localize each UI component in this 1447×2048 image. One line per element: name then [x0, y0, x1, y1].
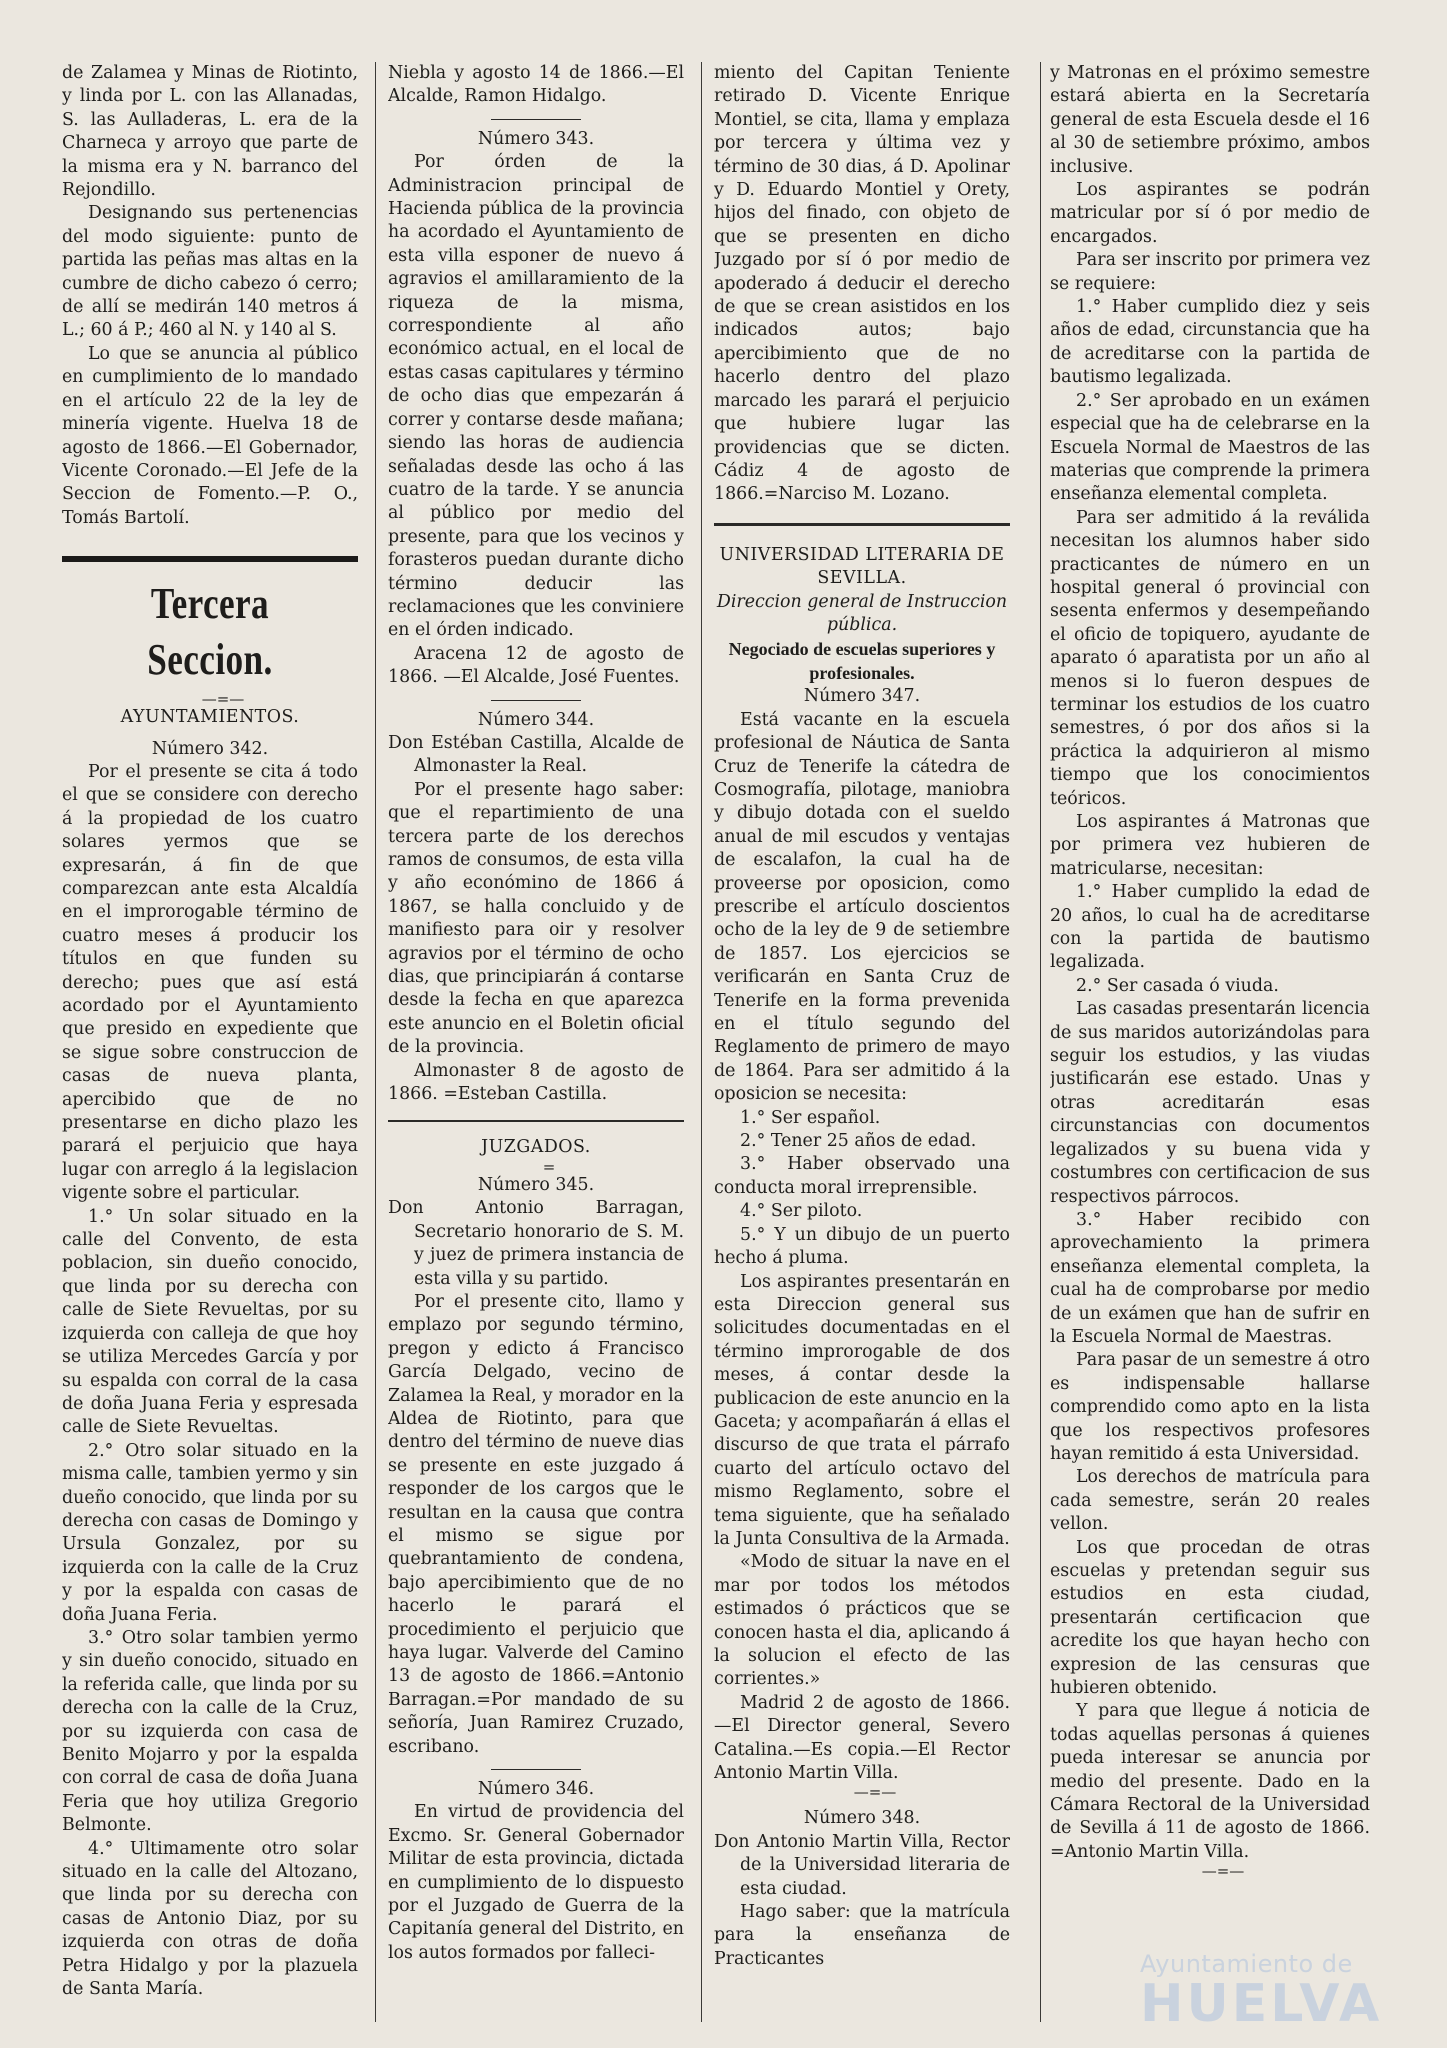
paragraph: 4.° Ultimamente otro solar situado en la calle del Altozano, que linda por su derecha con casas de Antonio Diaz, por su izquierda con otras de doña Petra Hidalgo y por la plazuela de Santa María. [62, 1838, 358, 2000]
section-title: SEVILLA. [817, 568, 907, 589]
paragraph: Las casadas presentarán licencia de sus maridos autorizándolas para seguir los estudios, y las viudas justificarán ese estado. Unas y otras acreditarán esas circunstancias con documentos legalizados y su buena vida y costumbres con certificacion de sus respectivos párrocos. [1050, 999, 1370, 1207]
watermark-line-2: HUELVA [1140, 1974, 1383, 2034]
paragraph: 3.° Haber recibido con aprovechamiento la primera enseñanza elemental completa, la cual ha de comprobarse por medio de un exámen que han de sufrir en la Escuela Normal de Maestras. [1050, 1209, 1370, 1347]
column-2 [388, 62, 684, 1965]
ornament-dash: —=— [201, 690, 245, 709]
paragraph: Lo que se anuncia al público en cumplimiento de lo mandado en el artículo 22 de la ley de minería vigente. Huelva 18 de agosto de 1866.—El Gobernador, Vicente Coronado.—El Jefe de la Seccion de Fomento.—P. O., Tomás Bartolí. [62, 343, 358, 528]
paragraph: miento del Capitan Teniente retirado D. Vicente Enrique Montiel, se cita, llama y emplaza por tercera y última vez y término de 30 dias, á D. Apolinar y D. Eduardo Montiel y Orety, hijos del finado, con objeto de que se presenten en dicho Juzgado por sí ó por medio de apoderado á deducir el derecho de que se crean asistidos en los indicados autos; bajo apercibimiento que de no hacerlo dentro del plazo marcado les parará el perjuicio que hubiere lugar las providencias que se dicten. Cádiz 4 de agosto de 1866.=Narciso M. Lozano. [714, 63, 1010, 505]
paragraph: 5.° Y un dibujo de un puerto hecho á pluma. [714, 1224, 1010, 1269]
section-rule [62, 556, 358, 562]
paragraph: Madrid 2 de agosto de 1866.—El Director general, Severo Catalina.—Es copia.—El Rector Antonio Martin Villa. [714, 1692, 1010, 1784]
paragraph: 2.° Ser aprobado en un exámen especial que ha de celebrarse en la Escuela Normal de Maestros de las materias que comprende la primera enseñanza elemental completa. [1050, 390, 1370, 505]
column-divider [375, 62, 376, 2022]
ornament-dash: —=— [1201, 1862, 1245, 1879]
section-title: UNIVERSIDAD LITERARIA DE [719, 544, 1005, 565]
paragraph: Niebla y agosto 14 de 1866.—El Alcalde, Ramon Hidalgo. [388, 63, 684, 107]
notice-number: Número 347. [803, 686, 921, 707]
paragraph: Los que procedan de otras escuelas y pretendan seguir sus estudios en esta ciudad, presentarán certificacion que acredite los que hayan hecho con expresion de las censuras que hubieren obtenido. [1050, 1537, 1370, 1699]
paragraph: Negociado de escuelas superiores y profesionales. [728, 639, 996, 684]
section-heading: Tercera Seccion. [147, 579, 273, 685]
column-4 [1050, 62, 1370, 1878]
separator-rule [491, 119, 581, 120]
notice-number: Número 348. [803, 1808, 921, 1829]
ornament-dash: = [542, 1157, 556, 1176]
paragraph: Los aspirantes presentarán en esta Direccion general sus solicitudes documentadas en el término improrogable de dos meses, á contar desde la publicacion de este anuncio en la Gaceta; y acompañarán á ellas el discurso de que trata el párrafo cuarto del artículo octavo del mismo Reglamento, sobre el tema siguiente, que ha señalado la Junta Consultiva de la Armada. [714, 1271, 1010, 1549]
ornament-dash: —=— [853, 1783, 897, 1802]
paragraph: Está vacante en la escuela profesional de Náutica de Santa Cruz de Tenerife la cátedra de Cosmografía, pilotage, maniobra y dibujo dotada con el sueldo anual de mil escudos y ventajas de escalafon, la cual ha de proveerse por oposicion, como prescribe el artículo doscientos ocho de la ley de 9 de setiembre de 1857. Los ejercicios se verificarán en Santa Cruz de Tenerife en la forma prevenida en el título segundo del Reglamento de primero de mayo de 1864. Para ser admitido á la oposicion se necesita: [714, 709, 1010, 1105]
watermark-line-1: Ayuntamiento de [1140, 1950, 1353, 1978]
paragraph: Por el presente cito, llamo y emplazo por segundo término, pregon y edicto á Francisco García Delgado, vecino de Zalamea la Real, y morador en la Aldea de Riotinto, para que dentro del término de nueve dias se presente en este juzgado á responder de los cargos que le resultan en la causa que contra el mismo se sigue por quebrantamiento de condena, bajo apercibimiento que de no hacerlo le parará el procedimiento el perjuicio que haya lugar. Valverde del Camino 13 de agosto de 1866.=Antonio Barragan.=Por mandado de su señoría, Juan Ramirez Cruzado, escribano. [388, 1291, 684, 1757]
paragraph: 2.° Tener 25 años de edad. [740, 1131, 977, 1152]
paragraph: y Matronas en el próximo semestre estará abierta en la Secretaría general de esta Escuela desde el 16 al 30 de setiembre próximo, ambos inclusive. [1050, 63, 1370, 177]
watermark-logo [1140, 1950, 1383, 2034]
paragraph: 3.° Otro solar tambien yermo y sin dueño conocido, situado en la referida calle, que linda por su derecha con la calle de la Cruz, por su izquierda con casa de Benito Mojarro y por la espalda con corral de casa de doña Juana Feria que hoy utiliza Gregorio Belmonte. [62, 1627, 358, 1836]
paragraph: Don Antonio Martin Villa, Rector de la Universidad literaria de esta ciudad. [714, 1831, 1010, 1899]
section-title: AYUNTAMIENTOS. [120, 707, 300, 728]
notice-number: Número 346. [477, 1779, 595, 1800]
paragraph: 4.° Ser piloto. [740, 1201, 863, 1222]
section-rule [388, 1120, 684, 1122]
paragraph: Para ser admitido á la reválida necesitan los alumnos haber sido practicantes de número en un hospital general ó provincial con sesenta enfermos y desempeñando el oficio de topiquero, ayudante de aparato ó aparatista por un año al menos si lo fueron despues de terminar los estudios de los cuatro semestres, ó por dos años si la práctica la adquirieron al mismo tiempo que los conocimientos teóricos. [1050, 507, 1370, 809]
separator-rule [491, 700, 581, 701]
paragraph: de Zalamea y Minas de Riotinto, y linda por L. con las Allanadas, S. las Aulladeras, L. era de la Charneca y arroyo que parte de la misma era y N. barranco del Rejondillo. [62, 63, 358, 201]
column-1 [62, 62, 358, 2001]
paragraph: 1.° Un solar situado en la calle del Convento, de esta poblacion, sin dueño conocido, que linda por su derecha con calle de Siete Revueltas, por su izquierda con calleja de que hoy se utiliza Mercedes García y por su espalda con corral de la casa de doña Juana Feria y espresada calle de Siete Revueltas. [62, 1206, 358, 1438]
paragraph: Hago saber: que la matrícula para la enseñanza de Practicantes [714, 1902, 1010, 1969]
paragraph: Don Estéban Castilla, Alcalde de Almonaster la Real. [388, 732, 684, 777]
paragraph: 3.° Haber observado una conducta moral irreprensible. [714, 1154, 1010, 1198]
paragraph: 2.° Ser casada ó viuda. [1076, 975, 1279, 996]
paragraph: Los derechos de matrícula para cada semestre, serán 20 reales vellon. [1050, 1467, 1370, 1535]
notice-number: Número 343. [477, 128, 595, 149]
column-divider [701, 62, 702, 2022]
paragraph: Por el presente hago saber: que el repartimiento de una tercera parte de los derechos ramos de consumos, de esta villa y año económino de 1866 á 1867, se halla concluido y de manifiesto para oir y resolver agravios por el término de ocho dias, que principiarán á contarse desde la fecha en que aparezca este anuncio en el Boletin oficial de la provincia. [388, 779, 684, 1058]
paragraph: Almonaster 8 de agosto de 1866. =Esteban Castilla. [388, 1060, 684, 1105]
notice-number: Número 345. [477, 1174, 595, 1195]
notice-number: Número 344. [477, 709, 595, 730]
paragraph: Y para que llegue á noticia de todas aquellas personas á quienes pueda interesar se anuncia por medio del presente. Dado en la Cámara Rectoral de la Universidad de Sevilla á 11 de agosto de 1866. =Antonio Martin Villa. [1050, 1701, 1370, 1862]
paragraph: Designando sus pertenencias del modo siguiente: punto de partida las peñas mas altas en la cumbre de dicho cabezo ó cerro; de allí se medirán 140 metros á L.; 60 á P.; 460 al N. y 140 al S. [62, 203, 358, 341]
paragraph: 1.° Haber cumplido la edad de 20 años, lo cual ha de acreditarse con la partida de bautismo legalizada. [1050, 882, 1370, 973]
paragraph: Para ser inscrito por primera vez se requiere: [1050, 250, 1370, 294]
paragraph: Direccion general de Instruccion pública. [716, 591, 1008, 635]
notice-number: Número 342. [151, 738, 269, 759]
paragraph: «Modo de situar la nave en el mar por todos los métodos estimados ó prácticos que se conocen hasta el dia, aplicando á la solucion el efecto de las corrientes.» [714, 1552, 1010, 1690]
paragraph: Aracena 12 de agosto de 1866. —El Alcalde, José Fuentes. [388, 643, 684, 688]
column-3 [714, 62, 1010, 1971]
paragraph: Don Antonio Barragan, Secretario honorario de S. M. y juez de primera instancia de esta villa y su partido. [388, 1198, 684, 1289]
separator-rule [491, 1769, 581, 1770]
paragraph: Para pasar de un semestre á otro es indispensable hallarse comprendido como apto en la lista que los respectivos profesores hayan remitido á esta Universidad. [1050, 1350, 1370, 1464]
paragraph: 1.° Ser español. [740, 1107, 881, 1128]
paragraph: Por órden de la Administracion principal de Hacienda pública de la provincia ha acordado el Ayuntamiento de esta villa esponer de nuevo á agravios el amillaramiento de la riqueza de la misma, correspondiente al año económico actual, en el local de estas casas capitulares y término de ocho dias que empezarán á correr y contarse desde mañana; siendo las horas de audiencia señaladas desde las ocho á las cuatro de la tarde. Y se anuncia al público por medio del presente, para que los vecinos y forasteros puedan durante dicho término deducir las reclamaciones que les conviniere en el órden indicado. [388, 152, 684, 641]
paragraph: Los aspirantes á Matronas que por primera vez hubieren de matricularse, necesitan: [1050, 812, 1370, 879]
section-rule [714, 523, 1010, 526]
paragraph: 2.° Otro solar situado en la misma calle, tambien yermo y sin dueño conocido, que linda por su derecha con casas de Domingo y Ursula Gonzalez, por su izquierda con la calle de la Cruz y por la espalda con casas de doña Juana Feria. [62, 1440, 358, 1625]
paragraph: 1.° Haber cumplido diez y seis años de edad, circunstancia que ha de acreditarse con la partida de bautismo legalizada. [1050, 297, 1370, 388]
paragraph: En virtud de providencia del Excmo. Sr. General Gobernador Militar de esta provincia, dictada en cumplimiento de lo dispuesto por el Juzgado de Guerra de la Capitanía general del Distrito, en los autos formados por falleci- [388, 1802, 684, 1963]
section-title: JUZGADOS. [481, 1137, 591, 1158]
paragraph: Por el presente se cita á todo el que se considere con derecho á la propiedad de los cuatro solares yermos que se expresarán, á fin de que comparezcan ante esta Alcaldía en el improrogable término de cuatro meses á producir los títulos en que funden su derecho; pues que así está acordado por el Ayuntamiento que presido en expediente que se sigue sobre construccion de casas de nueva planta, apercibido que de no presentarse en dicho plazo les parará el perjuicio que haya lugar con arreglo á la legislacion vigente sobre el particular. [62, 761, 358, 1204]
paragraph: Los aspirantes se podrán matricular por sí ó por medio de encargados. [1050, 180, 1370, 247]
column-divider [1040, 62, 1041, 2022]
